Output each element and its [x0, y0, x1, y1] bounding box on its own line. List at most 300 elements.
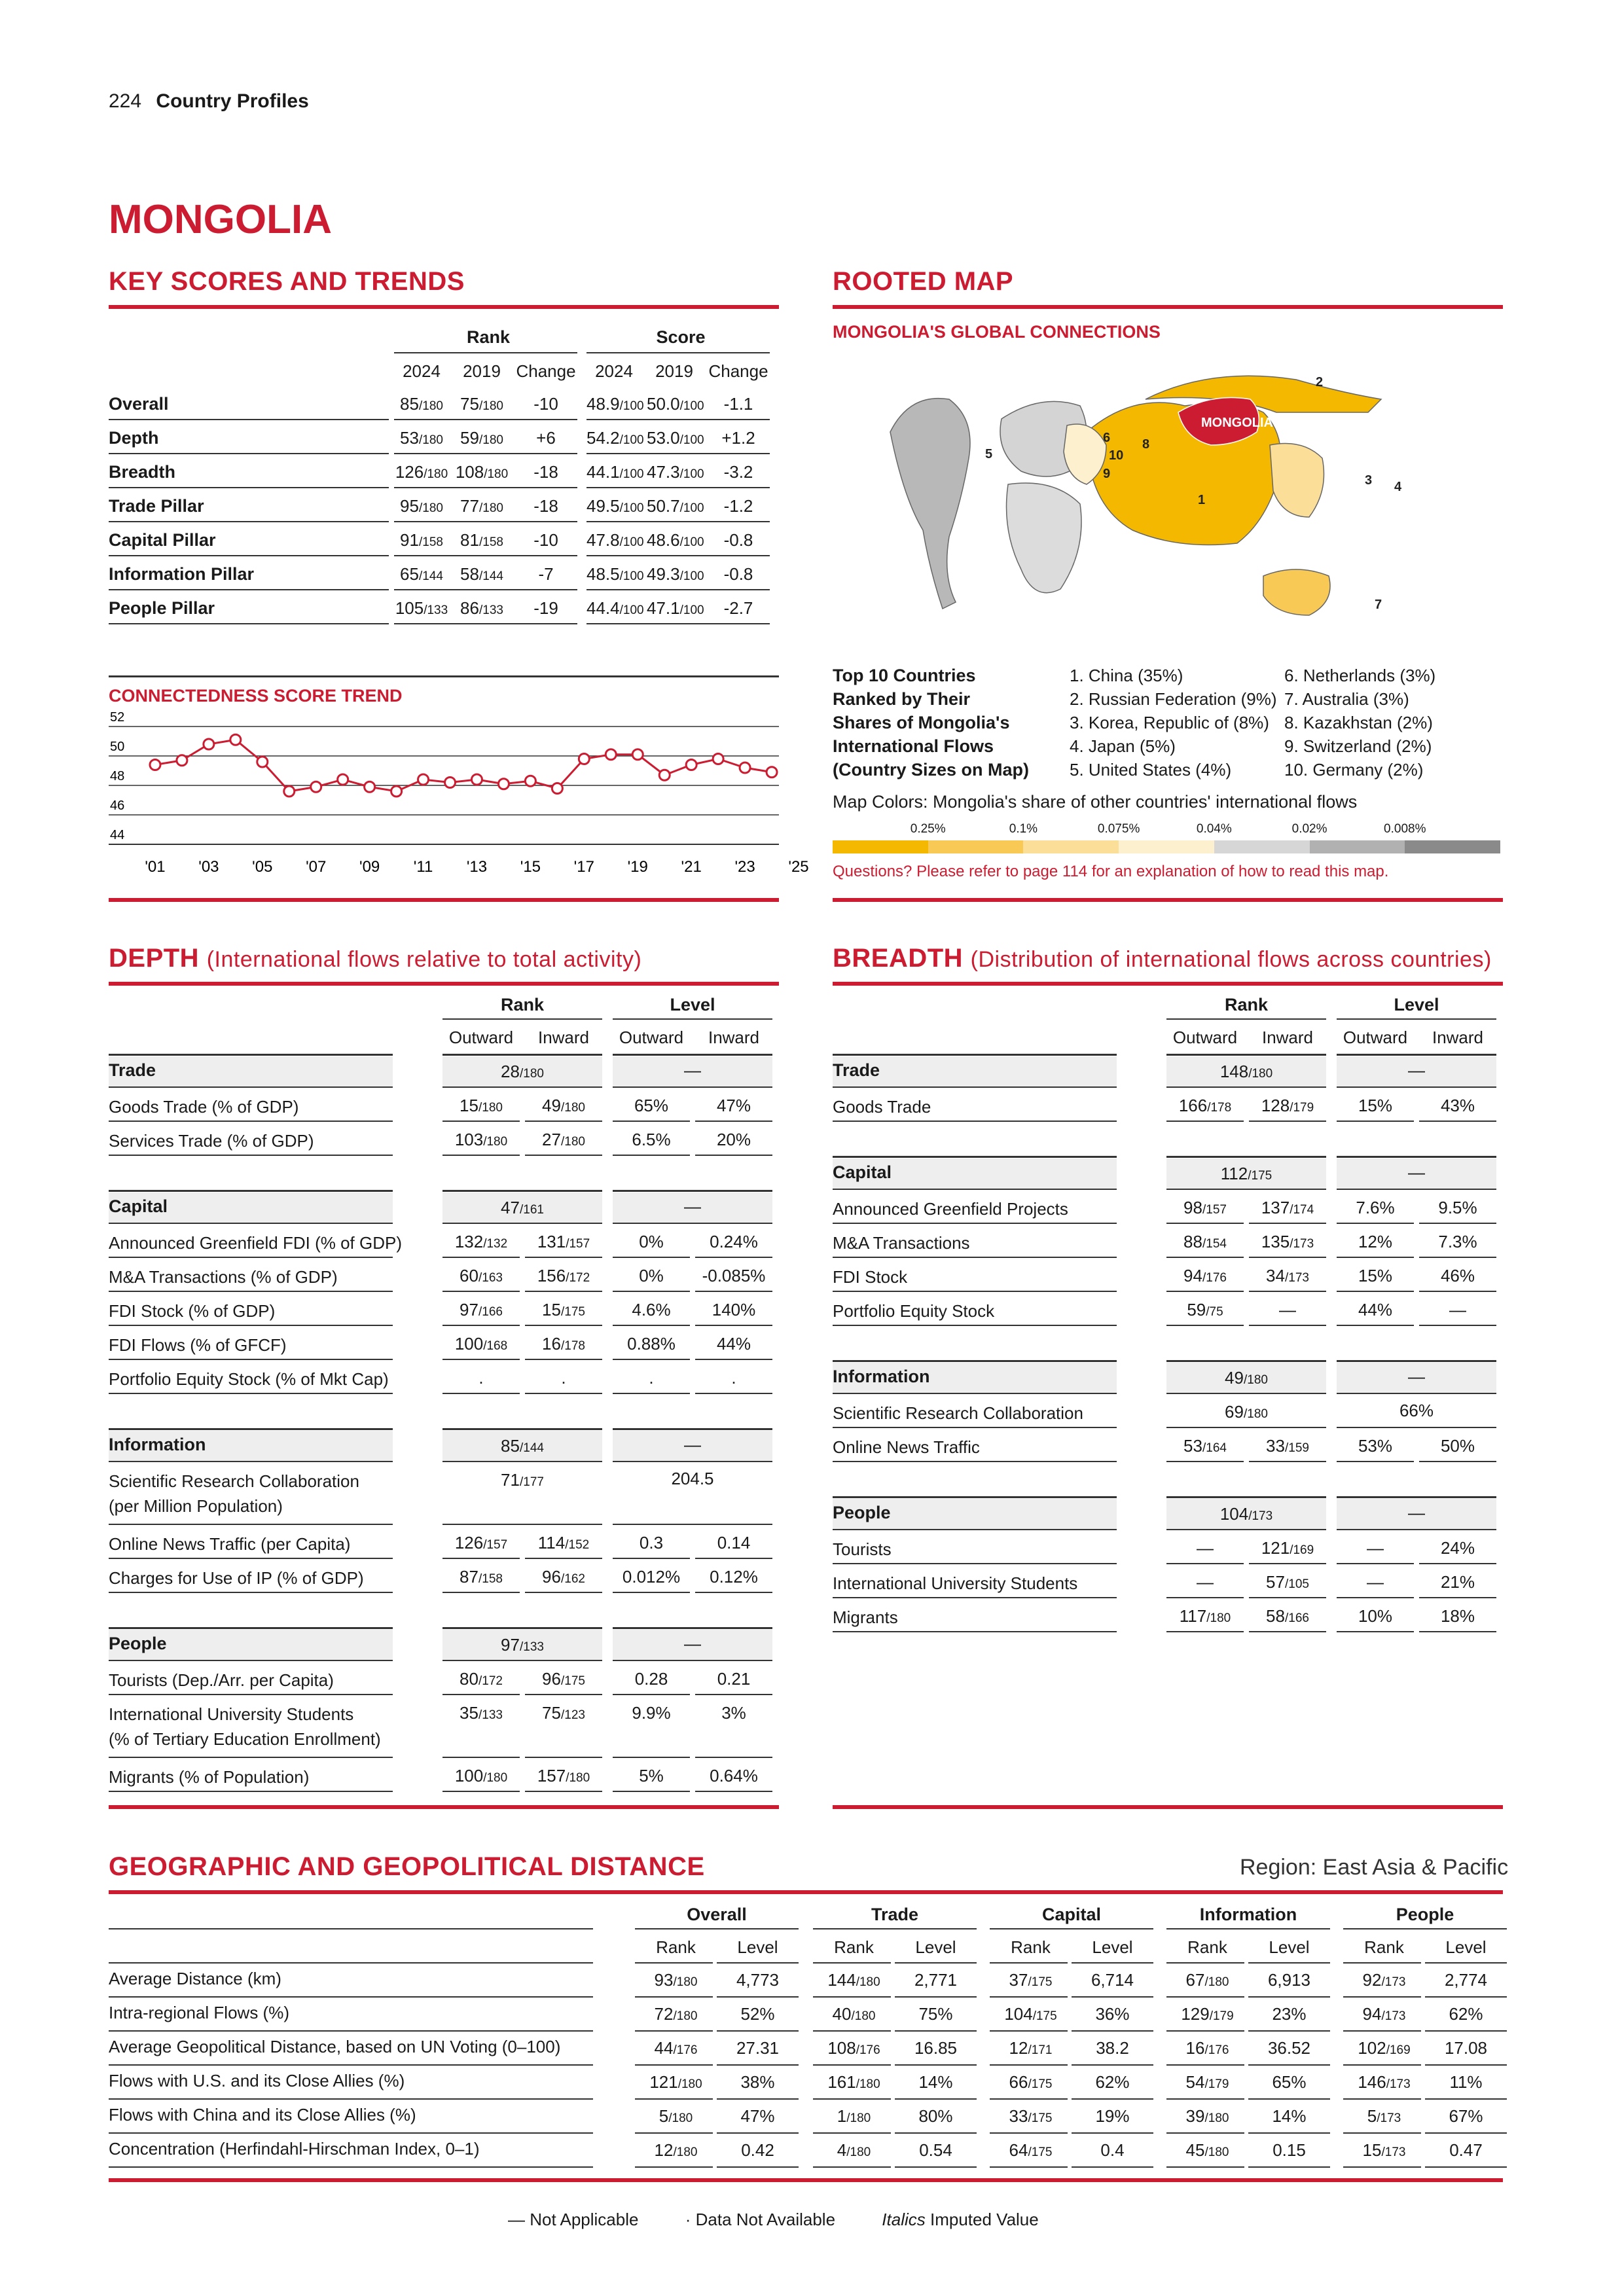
- cell: 0.24%: [710, 1232, 758, 1251]
- cell: 80/172: [460, 1669, 503, 1689]
- group-label: Information: [109, 1435, 206, 1454]
- cell: 3%: [721, 1703, 746, 1723]
- score-cell: 49.5/100: [586, 496, 644, 516]
- cell: —: [1197, 1538, 1214, 1558]
- scale-label: 0.04%: [1196, 822, 1232, 836]
- col-header: Rank: [1224, 995, 1269, 1014]
- score-row-label: Trade Pillar: [109, 496, 204, 516]
- geo-level: 75%: [918, 2004, 953, 2024]
- geo-rank: 121/180: [649, 2072, 702, 2092]
- geo-level: 67%: [1449, 2106, 1483, 2126]
- score-cell: 85/180: [400, 394, 443, 414]
- section-name: Country Profiles: [156, 90, 309, 112]
- score-row-label: Depth: [109, 428, 159, 448]
- cell: 0%: [639, 1266, 664, 1285]
- cell: 28/180: [501, 1062, 544, 1081]
- y-tick-label: 52: [110, 710, 125, 725]
- trend-point: [338, 774, 348, 785]
- color-scale: [833, 822, 1500, 855]
- score-cell: 91/158: [400, 530, 443, 550]
- geo-level: 62%: [1095, 2072, 1130, 2092]
- score-cell: -2.7: [723, 598, 753, 618]
- map-num: 5: [985, 447, 993, 461]
- cell: 128/179: [1261, 1096, 1314, 1115]
- score-cell: 54.2/100: [586, 428, 644, 448]
- geo-level: 2,774: [1444, 1970, 1488, 1990]
- metric-label: International University Students: [833, 1573, 1078, 1593]
- trend-point: [686, 760, 696, 770]
- cell: .: [649, 1368, 654, 1388]
- score-cell: -3.2: [723, 462, 753, 482]
- trend-point: [525, 776, 535, 786]
- metric-label: Migrants: [833, 1607, 898, 1627]
- trend-point: [284, 786, 295, 797]
- cell: .: [561, 1368, 566, 1388]
- trend-point: [391, 786, 402, 797]
- cell: 5%: [639, 1766, 664, 1785]
- geo-rank: 146/173: [1358, 2072, 1411, 2092]
- map-num: 2: [1316, 375, 1324, 389]
- geo-rank: 72/180: [654, 2004, 698, 2024]
- cell: 96/175: [542, 1669, 585, 1689]
- geo-group-header: Capital: [1041, 1905, 1102, 1924]
- cell: 100/168: [454, 1334, 508, 1354]
- col-header: Inward: [1261, 1028, 1314, 1047]
- score-cell: -19: [533, 598, 558, 618]
- region-label: Region: East Asia & Pacific: [1240, 1855, 1509, 1880]
- score-cell: 81/158: [460, 530, 503, 550]
- cell: —: [1197, 1572, 1214, 1592]
- cell: 85/144: [501, 1436, 544, 1456]
- map-num: 7: [1375, 598, 1382, 612]
- geo-level: 38%: [740, 2072, 775, 2092]
- geo-level: 11%: [1449, 2072, 1483, 2092]
- score-cell: 58/144: [460, 564, 503, 584]
- cell: —: [1408, 1503, 1425, 1522]
- score-cell: -18: [533, 496, 558, 516]
- x-tick-label: '03: [198, 858, 219, 876]
- metric-label: Migrants (% of Population): [109, 1767, 310, 1787]
- col-header: Change: [708, 361, 768, 381]
- scale-swatch: [833, 840, 928, 853]
- geo-sub-header: Rank: [1364, 1937, 1404, 1957]
- map-country-label: MONGOLIA: [1201, 416, 1273, 430]
- cell: 58/166: [1266, 1606, 1309, 1626]
- cell: —: [1279, 1300, 1296, 1319]
- geo-level: 0.54: [919, 2140, 952, 2160]
- x-tick-label: '13: [466, 858, 488, 876]
- cell: —: [684, 1435, 701, 1454]
- page-header: [109, 90, 309, 113]
- scale-swatch: [1023, 840, 1119, 853]
- map-num: 10: [1109, 448, 1124, 463]
- geo-level: 65%: [1272, 2072, 1307, 2092]
- x-tick-label: '11: [413, 858, 433, 876]
- trend-point: [177, 755, 187, 766]
- metric-label: Tourists (Dep./Arr. per Capita): [109, 1670, 334, 1690]
- trend-point: [445, 778, 456, 788]
- geo-level: 6,913: [1267, 1970, 1311, 1990]
- score-cell: -10: [533, 530, 558, 550]
- score-cell: 59/180: [460, 428, 503, 448]
- cell: 140%: [712, 1300, 756, 1319]
- geo-rank: 108/176: [827, 2038, 880, 2058]
- cell: 15/175: [542, 1300, 585, 1319]
- metric-label: Charges for Use of IP (% of GDP): [109, 1568, 364, 1588]
- cell: —: [1408, 1060, 1425, 1080]
- korea-japan-shape: [1270, 444, 1324, 518]
- scale-label: 0.25%: [910, 822, 946, 836]
- cell: 0.88%: [627, 1334, 676, 1354]
- trend-point: [605, 749, 616, 760]
- geo-rank: 16/176: [1185, 2038, 1229, 2058]
- cell: 15/180: [460, 1096, 503, 1115]
- geo-level: 2,771: [914, 1970, 958, 1990]
- score-cell: -0.8: [723, 564, 753, 584]
- metric-label: M&A Transactions (% of GDP): [109, 1267, 338, 1287]
- geo-level: 47%: [740, 2106, 775, 2126]
- map-num: 1: [1198, 493, 1206, 507]
- trend-line: [155, 740, 772, 791]
- geo-rank: 161/180: [827, 2072, 880, 2092]
- trend-point: [257, 757, 268, 767]
- score-cell: 53.0/100: [647, 428, 704, 448]
- cell: 97/166: [460, 1300, 503, 1319]
- score-cell: 48.9/100: [586, 394, 644, 414]
- x-tick-label: '23: [734, 858, 755, 876]
- trend-point: [418, 774, 429, 785]
- geo-level: 14%: [1272, 2106, 1307, 2126]
- geo-rank: 67/180: [1185, 1970, 1229, 1990]
- map-num: 4: [1394, 480, 1402, 494]
- x-tick-label: '05: [252, 858, 273, 876]
- cell: 66%: [1399, 1401, 1434, 1420]
- metric-label: FDI Stock: [833, 1267, 908, 1287]
- score-cell: 126/180: [395, 462, 448, 482]
- geo-rank: 44/176: [654, 2038, 698, 2058]
- geo-group-header: People: [1396, 1905, 1454, 1924]
- map-colors-label: Map Colors: Mongolia's share of other countries' international flows: [833, 792, 1358, 812]
- geo-sub-header: Level: [1092, 1937, 1133, 1957]
- cell: 20%: [716, 1130, 751, 1149]
- trend-point: [365, 781, 375, 792]
- trend-point: [498, 779, 509, 789]
- page-number: 224: [109, 90, 142, 112]
- map-num: 3: [1365, 473, 1373, 488]
- cell: 0.21: [717, 1669, 751, 1689]
- scale-label: 0.008%: [1384, 822, 1426, 836]
- cell: 96/162: [542, 1567, 585, 1587]
- geo-rank: 39/180: [1185, 2106, 1229, 2126]
- metric-label: Tourists: [833, 1539, 892, 1559]
- score-cell: 50.0/100: [647, 394, 704, 414]
- geo-rank: 45/180: [1185, 2140, 1229, 2160]
- score-cell: 48.5/100: [586, 564, 644, 584]
- geo-sub-header: Rank: [656, 1937, 696, 1957]
- metric-label: Scientific Research Collaboration: [833, 1403, 1083, 1423]
- score-cell: -1.1: [723, 394, 753, 414]
- cell: —: [1408, 1367, 1425, 1386]
- group-label: People: [833, 1503, 891, 1522]
- cell: 132/132: [454, 1232, 508, 1251]
- cell: 71/177: [501, 1470, 544, 1490]
- cell: 50%: [1440, 1436, 1475, 1456]
- geo-level: 62%: [1449, 2004, 1483, 2024]
- score-cell: 105/133: [395, 598, 448, 618]
- score-cell: -7: [538, 564, 554, 584]
- cell: 157/180: [537, 1766, 590, 1785]
- cell: 114/152: [537, 1533, 590, 1552]
- geo-sub-header: Level: [915, 1937, 956, 1957]
- geo-sub-header: Rank: [1011, 1937, 1051, 1957]
- cell: 16/178: [542, 1334, 585, 1354]
- cell: 103/180: [454, 1130, 508, 1149]
- x-tick-label: '19: [627, 858, 648, 876]
- map-num: 8: [1142, 437, 1150, 452]
- geo-rank: 4/180: [837, 2140, 871, 2160]
- geo-level: 14%: [918, 2072, 953, 2092]
- cell: 53/164: [1183, 1436, 1227, 1456]
- rooted-map-title: ROOTED MAP: [833, 267, 1014, 296]
- geo-rank: 37/175: [1009, 1970, 1053, 1990]
- depth-title: DEPTH (International flows relative to total activity): [109, 944, 642, 973]
- geo-rank: 64/175: [1009, 2140, 1053, 2160]
- geo-row-label: Flows with China and its Close Allies (%): [109, 2105, 416, 2125]
- metric-label: Services Trade (% of GDP): [109, 1131, 314, 1151]
- geo-level: 16.85: [914, 2038, 958, 2058]
- trend-point: [230, 734, 241, 745]
- score-cell: 77/180: [460, 496, 503, 516]
- geo-level: 23%: [1272, 2004, 1307, 2024]
- cell: 9.5%: [1438, 1198, 1477, 1217]
- col-header: Outward: [1172, 1028, 1238, 1047]
- y-tick-label: 48: [110, 769, 125, 783]
- col-header: Outward: [619, 1028, 684, 1047]
- geo-rank: 12/171: [1009, 2038, 1053, 2058]
- geo-level: 0.15: [1272, 2140, 1306, 2160]
- cell: 15%: [1358, 1266, 1393, 1285]
- geo-rank: 33/175: [1009, 2106, 1053, 2126]
- geo-row-label: Concentration (Herfindahl-Hirschman Index, 0–1): [109, 2139, 480, 2159]
- score-cell: 48.6/100: [647, 530, 704, 550]
- scale-swatch: [1310, 840, 1405, 853]
- cell: 0.3: [639, 1533, 664, 1552]
- geo-sub-header: Level: [1269, 1937, 1310, 1957]
- geo-rank: 40/180: [832, 2004, 876, 2024]
- rooted-map: [871, 353, 1486, 655]
- geo-level: 19%: [1095, 2106, 1130, 2126]
- cell: 0.012%: [622, 1567, 681, 1587]
- y-tick-label: 46: [110, 798, 125, 813]
- geo-group-header: Information: [1199, 1905, 1297, 1924]
- score-cell: 44.4/100: [586, 598, 644, 618]
- cell: 0%: [639, 1232, 664, 1251]
- cell: 156/172: [537, 1266, 590, 1285]
- cell: —: [1367, 1572, 1384, 1592]
- group-label: Information: [833, 1367, 930, 1386]
- metric-label: International University Students (% of Tertiary Education Enrollment): [109, 1704, 381, 1749]
- cell: —: [1408, 1162, 1425, 1182]
- cell: 75/123: [542, 1703, 585, 1723]
- cell: 4.6%: [632, 1300, 671, 1319]
- trend-point: [632, 749, 643, 760]
- geo-group-header: Trade: [871, 1905, 919, 1924]
- cell: 27/180: [542, 1130, 585, 1149]
- metric-label: Announced Greenfield FDI (% of GDP): [109, 1233, 402, 1253]
- score-row-label: Capital Pillar: [109, 530, 216, 550]
- geo-level: 6,714: [1091, 1970, 1134, 1990]
- cell: —: [1367, 1538, 1384, 1558]
- trend-title: CONNECTEDNESS SCORE TREND: [109, 686, 403, 706]
- geo-rank: 12/180: [654, 2140, 698, 2160]
- top10-list-a: 1. China (35%) 2. Russian Federation (9%) 3. Korea, Republic of (8%) 4. Japan (5%) 5. United States (4%): [1070, 666, 1277, 780]
- cell: 117/180: [1179, 1606, 1231, 1626]
- trend-point: [713, 754, 723, 764]
- score-cell: 95/180: [400, 496, 443, 516]
- y-tick-label: 44: [110, 828, 125, 842]
- cell: 49/180: [542, 1096, 585, 1115]
- score-cell: -1.2: [723, 496, 753, 516]
- breadth-title: BREADTH (Distribution of international flows across countries): [833, 944, 1492, 973]
- cell: -0.085%: [702, 1266, 766, 1285]
- cell: 0.28: [634, 1669, 668, 1689]
- metric-label: Portfolio Equity Stock (% of Mkt Cap): [109, 1369, 389, 1389]
- y-tick-label: 50: [110, 740, 125, 754]
- geo-level: 0.42: [741, 2140, 774, 2160]
- cell: 43%: [1440, 1096, 1475, 1115]
- cell: —: [684, 1196, 701, 1216]
- australia-shape: [1263, 569, 1330, 615]
- scale-label: 0.075%: [1097, 822, 1140, 836]
- geo-rank: 94/173: [1362, 2004, 1406, 2024]
- cell: 65%: [634, 1096, 669, 1115]
- score-cell: 86/133: [460, 598, 503, 618]
- score-cell: -18: [533, 462, 558, 482]
- score-cell: 50.7/100: [647, 496, 704, 516]
- trend-point: [552, 783, 562, 794]
- scale-swatch: [928, 840, 1024, 853]
- cell: —: [1449, 1300, 1466, 1319]
- geo-group-header: Overall: [687, 1905, 747, 1924]
- cell: .: [731, 1368, 736, 1388]
- col-header: Change: [516, 361, 576, 381]
- col-header: Inward: [537, 1028, 590, 1047]
- col-header: Rank: [500, 995, 545, 1014]
- trend-point: [579, 754, 589, 764]
- score-cell: 47.8/100: [586, 530, 644, 550]
- cell: 121/169: [1261, 1538, 1314, 1558]
- score-cell: 49.3/100: [647, 564, 704, 584]
- cell: 0.14: [717, 1533, 751, 1552]
- cell: 88/154: [1183, 1232, 1227, 1251]
- score-cell: 47.1/100: [647, 598, 704, 618]
- x-tick-label: '25: [788, 858, 809, 876]
- geo-level: 4,773: [736, 1970, 780, 1990]
- cell: 104/173: [1219, 1504, 1273, 1524]
- cell: 46%: [1440, 1266, 1475, 1285]
- scale-swatch: [1119, 840, 1214, 853]
- col-header: Level: [670, 995, 715, 1014]
- group-label: Capital: [109, 1196, 168, 1216]
- geo-sub-header: Level: [737, 1937, 778, 1957]
- map-note: Questions? Please refer to page 114 for an explanation of how to read this map.: [833, 863, 1389, 880]
- geo-row-label: Average Distance (km): [109, 1969, 281, 1988]
- metric-label: Portfolio Equity Stock: [833, 1301, 995, 1321]
- cell: 35/133: [460, 1703, 503, 1723]
- col-header: Level: [1394, 995, 1439, 1014]
- geo-rank: 66/175: [1009, 2072, 1053, 2092]
- geo-rank: 5/180: [659, 2106, 693, 2126]
- score-cell: 75/180: [460, 394, 503, 414]
- metric-label: Goods Trade (% of GDP): [109, 1097, 299, 1117]
- x-tick-label: '15: [520, 858, 541, 876]
- trend-chart: [79, 707, 809, 890]
- score-row-label: Information Pillar: [109, 564, 255, 584]
- cell: 126/157: [454, 1533, 508, 1552]
- geo-level: 0.47: [1449, 2140, 1483, 2160]
- score-row-label: Breadth: [109, 462, 176, 482]
- geo-level: 27.31: [736, 2038, 780, 2058]
- trend-point: [204, 739, 214, 749]
- cell: 44%: [1358, 1300, 1393, 1319]
- key-scores-title: KEY SCORES AND TRENDS: [109, 267, 465, 296]
- cell: 9.9%: [632, 1703, 671, 1723]
- score-cell: +6: [536, 428, 556, 448]
- geo-rank: 15/173: [1362, 2140, 1406, 2160]
- scale-label: 0.1%: [1009, 822, 1038, 836]
- geo-rank: 5/173: [1367, 2106, 1401, 2126]
- col-header: Inward: [708, 1028, 760, 1047]
- cell: 33/159: [1266, 1436, 1309, 1456]
- cell: —: [684, 1060, 701, 1080]
- col-header: Rank: [466, 327, 511, 347]
- cell: 94/176: [1183, 1266, 1227, 1285]
- cell: 0.64%: [710, 1766, 758, 1785]
- col-header: Score: [656, 327, 706, 347]
- geo-rank: 102/169: [1358, 2038, 1411, 2058]
- trend-point: [740, 762, 750, 773]
- cell: 60/163: [460, 1266, 503, 1285]
- cell: 12%: [1358, 1232, 1393, 1251]
- cell: 97/133: [501, 1635, 544, 1655]
- geo-sub-header: Level: [1445, 1937, 1487, 1957]
- score-cell: +1.2: [721, 428, 755, 448]
- geo-level: 80%: [918, 2106, 953, 2126]
- cell: 0.12%: [710, 1567, 758, 1587]
- score-cell: 44.1/100: [586, 462, 644, 482]
- cell: 21%: [1440, 1572, 1475, 1592]
- geo-rank: 1/180: [837, 2106, 871, 2126]
- geo-level: 36%: [1095, 2004, 1130, 2024]
- geo-row-label: Intra-regional Flows (%): [109, 2003, 289, 2022]
- col-header: 2024: [403, 361, 441, 381]
- geo-rank: 54/179: [1185, 2072, 1229, 2092]
- col-header: Inward: [1432, 1028, 1484, 1047]
- geo-rank: 92/173: [1362, 1970, 1406, 1990]
- scale-swatch: [1214, 840, 1310, 853]
- score-row-label: Overall: [109, 394, 169, 414]
- score-cell: 65/144: [400, 564, 443, 584]
- x-tick-label: '17: [573, 858, 594, 876]
- geo-level: 38.2: [1096, 2038, 1129, 2058]
- score-cell: 53/180: [400, 428, 443, 448]
- geo-level: 52%: [740, 2004, 775, 2024]
- trend-point: [659, 770, 670, 780]
- cell: 148/180: [1219, 1062, 1273, 1081]
- group-label: People: [109, 1634, 167, 1653]
- americas-shape: [890, 399, 970, 609]
- cell: 18%: [1440, 1606, 1475, 1626]
